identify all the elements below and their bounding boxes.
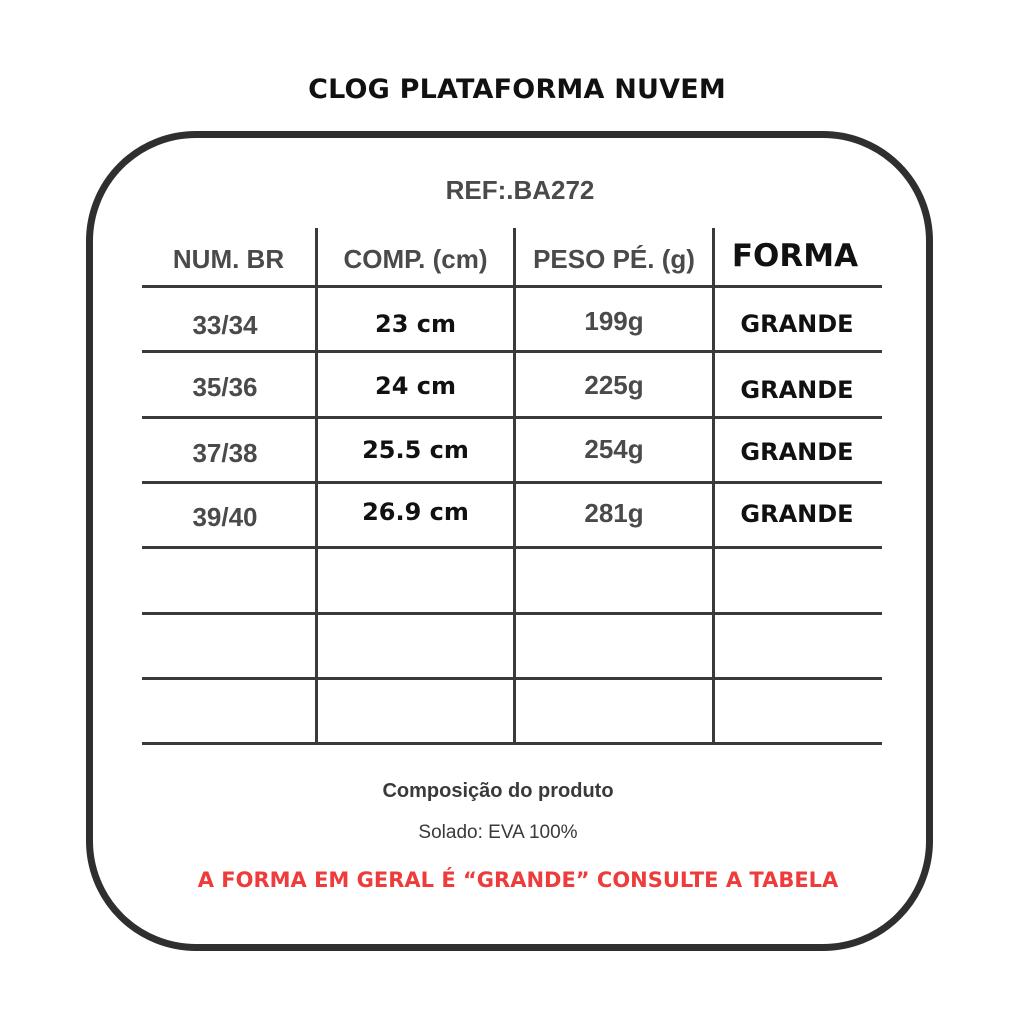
table-cell-forma: GRANDE [740,310,854,338]
table-cell-forma: GRANDE [740,500,854,528]
header-peso-pe: PESO PÉ. (g) [533,244,695,274]
table-row-divider [142,481,882,484]
header-comp-cm: COMP. (cm) [343,244,488,274]
table-cell-num-br: 37/38 [192,438,258,468]
reference-code: REF:.BA272 [445,175,595,205]
table-cell-peso: 199g [584,306,644,336]
table-cell-peso: 254g [584,434,644,464]
header-forma: FORMA [731,238,859,274]
table-header-divider [142,285,882,288]
table-row-divider [142,677,882,680]
table-cell-comp: 25.5 cm [362,436,469,464]
table-cell-peso: 225g [584,370,644,400]
header-num-br: NUM. BR [172,244,285,274]
table-cell-peso: 281g [584,498,644,528]
table-cell-forma: GRANDE [740,376,854,404]
table-column-divider [315,228,318,745]
table-cell-comp: 24 cm [375,372,456,400]
size-warning: A FORMA EM GERAL É “GRANDE” CONSULTE A TABELA [197,868,839,892]
table-row-divider [142,416,882,419]
table-cell-num-br: 35/36 [192,372,258,402]
composition-detail: Solado: EVA 100% [418,822,578,843]
table-cell-comp: 23 cm [375,310,456,338]
table-row-divider [142,350,882,353]
product-title: CLOG PLATAFORMA NUVEM [308,74,726,105]
composition-title: Composição do produto [382,780,614,802]
table-bottom-border [142,742,882,745]
table-cell-num-br: 39/40 [192,502,258,532]
table-cell-forma: GRANDE [740,438,854,466]
table-cell-num-br: 33/34 [192,310,258,340]
table-cell-comp: 26.9 cm [362,498,469,526]
table-column-divider [712,228,715,745]
table-row-divider [142,612,882,615]
table-row-divider [142,546,882,549]
